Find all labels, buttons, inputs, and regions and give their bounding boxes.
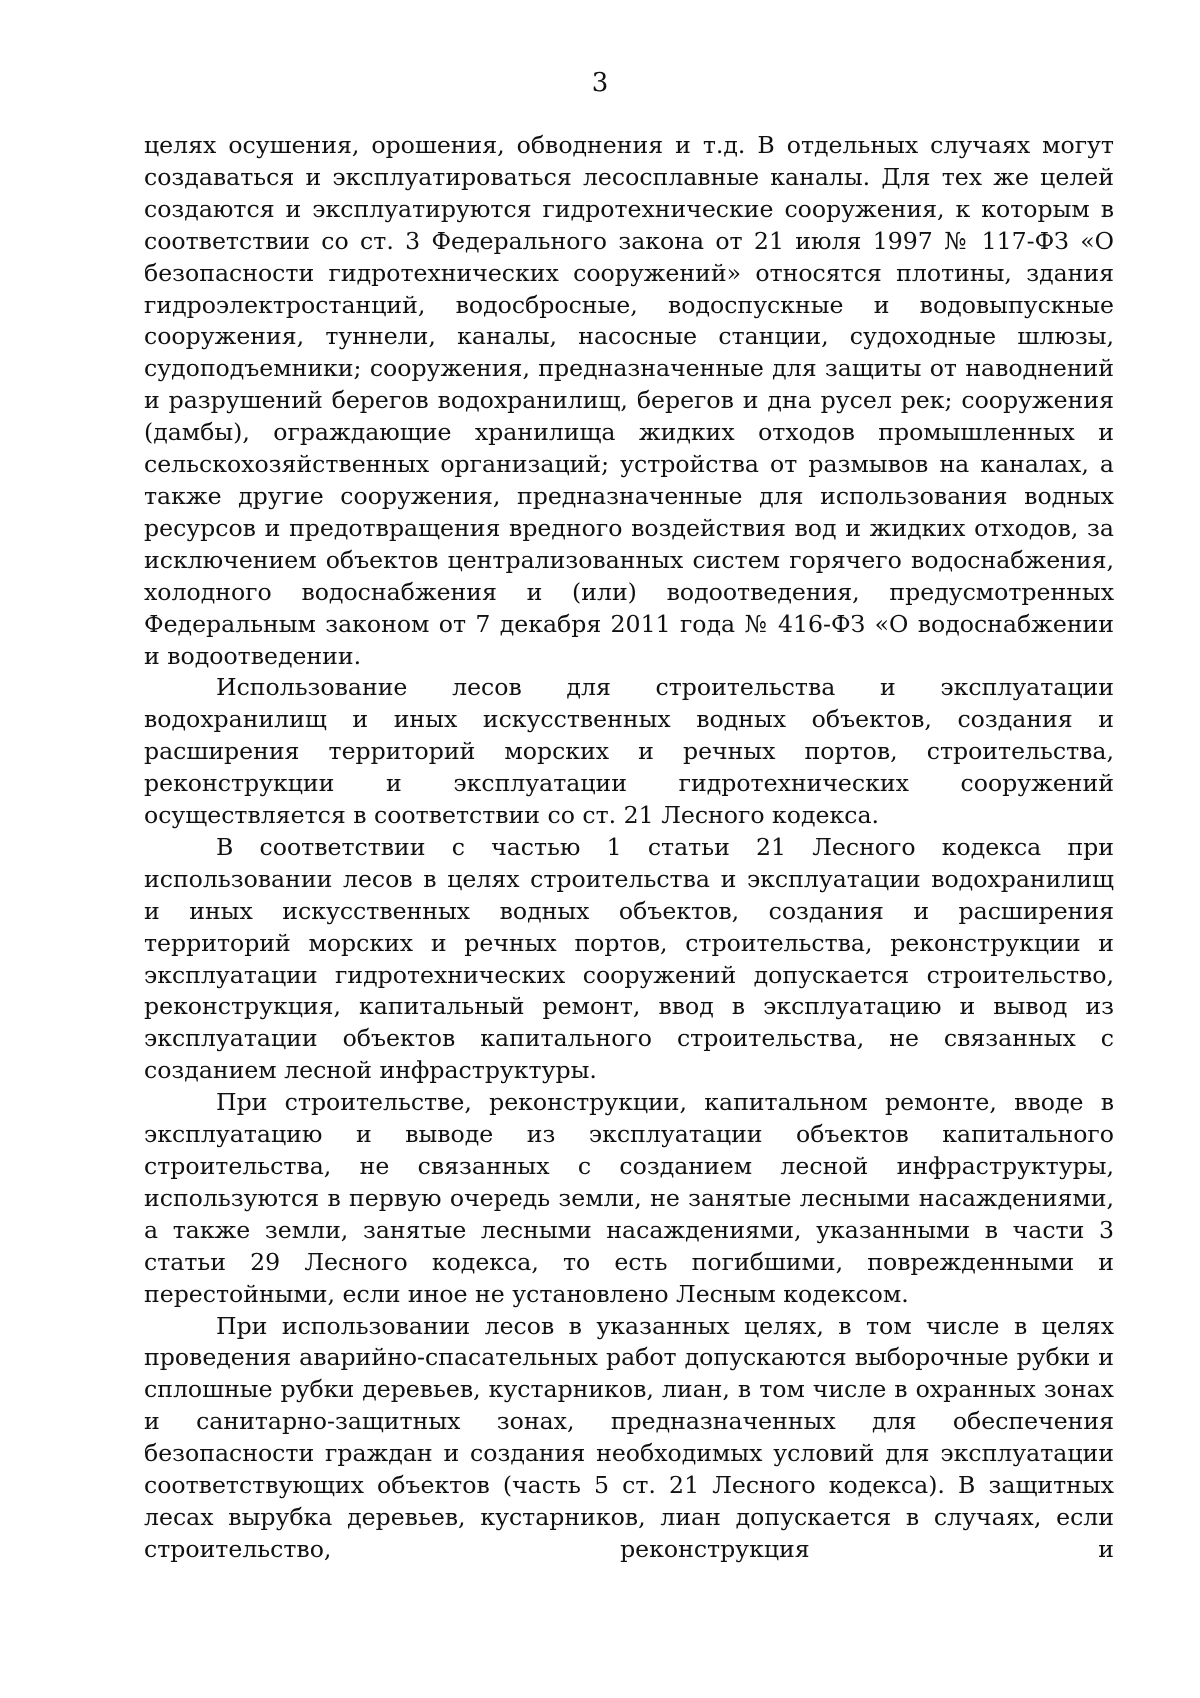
paragraph-forest-use-article-21: Использование лесов для строительства и эксплуатации водохранилищ и иных искусственных водных объектов, создания и расширения территорий морских и речных портов, строительства, реконструкции и эксплуатации гидротехнических сооружений осуществляется в соответствии со ст. 21 Лесного кодекса. xyxy=(144,673,1114,830)
paragraph-continuation: целях осушения, орошения, обводнения и т.д. В отдельных случаях могут создаваться и эксплуатироваться лесосплавные каналы. Для тех же целей создаются и эксплуатируются гидротехнические сооружения, к которым в соответствии со ст. 3 Федерального закона от 21 июля 1997 № 117-ФЗ «О безопасности гидротехнических сооружений» относятся плотины, здания гидроэлектростанций, водосбросные, водоспускные и водовыпускные сооружения, туннели, каналы, насосные станции, судоходные шлюзы, судоподъемники; сооружения, предназначенные для защиты от наводнений и разрушений берегов водохранилищ, берегов и дна русел рек; сооружения (дамбы), ограждающие хранилища жидких отходов промышленных и сельскохозяйственных организаций; устройства от размывов на каналах, а также другие сооружения, предназначенные для использования водных ресурсов и предотвращения вредного воздействия вод и жидких отходов, за исключением объектов централизованных систем горячего водоснабжения, холодного водоснабжения и (или) водоотведения, предусмотренных Федеральным законом от 7 декабря 2011 года № 416-ФЗ «О водоснабжении и водоотведении. xyxy=(144,131,1114,670)
paragraph-logging-permissions: При использовании лесов в указанных целях, в том числе в целях проведения аварийно-спасательных работ допускаются выборочные рубки и сплошные рубки деревьев, кустарников, лиан, в том числе в охранных зонах и санитарно-защитных зонах, предназначенных для обеспечения безопасности граждан и создания необходимых условий для эксплуатации соответствующих объектов (часть 5 ст. 21 Лесного кодекса). В защитных лесах вырубка деревьев, кустарников, лиан допускается в случаях, если строительство, реконструкция и xyxy=(144,1311,1114,1563)
paragraph-construction-lands: При строительстве, реконструкции, капитальном ремонте, вводе в эксплуатацию и выводе из эксплуатации объектов капитального строительства, не связанных с созданием лесной инфраструктуры, используются в первую очередь земли, не занятые лесными насаждениями, а также земли, занятые лесными насаждениями, указанными в части 3 статьи 29 Лесного кодекса, то есть погибшими, поврежденными и перестойными, если иное не установлено Лесным кодексом. xyxy=(144,1088,1114,1308)
paragraph-part-1-article-21: В соответствии с частью 1 статьи 21 Лесного кодекса при использовании лесов в целях строительства и эксплуатации водохранилищ и иных искусственных водных объектов, создания и расширения территорий морских и речных портов, строительства, реконструкции и эксплуатации гидротехнических сооружений допускается строительство, реконструкция, капитальный ремонт, ввод в эксплуатацию и вывод из эксплуатации объектов капитального строительства, не связанных с созданием лесной инфраструктуры. xyxy=(144,832,1114,1085)
page-number: 3 xyxy=(591,68,609,98)
document-body xyxy=(144,130,1114,1566)
